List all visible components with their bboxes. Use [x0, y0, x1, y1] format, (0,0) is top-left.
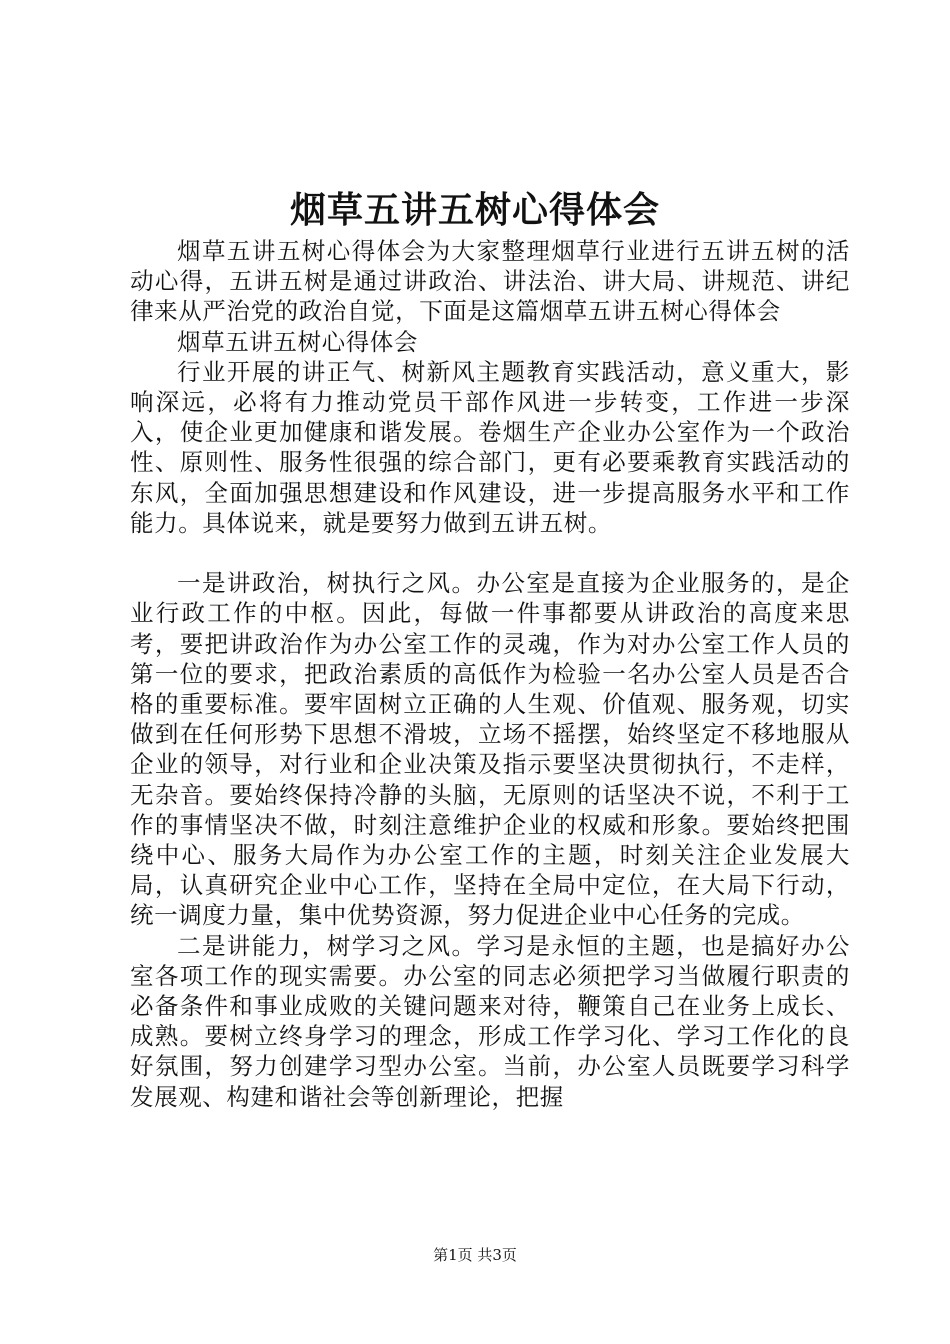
paragraph-ability: 二是讲能力，树学习之风。学习是永恒的主题，也是搞好办公室各项工作的现实需要。办公室的同志必须把学习当做履行职责的必备条件和事业成败的关键问题来对待，鞭策自己在业务上成长、成熟。要树立终身学习的理念，形成工作学习化、学习工作化的良好氛围，努力创建学习型办公室。当前，办公室人员既要学习科学发展观、构建和谐社会等创新理论，把握: [130, 931, 850, 1111]
document-body: [130, 236, 850, 1112]
document-title: 烟草五讲五树心得体会: [289, 189, 660, 231]
paragraph-overview: 行业开展的讲正气、树新风主题教育实践活动，意义重大，影响深远，必将有力推动党员干部作风进一步转变，工作进一步深入，使企业更加健康和谐发展。卷烟生产企业办公室作为一个政治性、原则性、服务性很强的综合部门，更有必要乘教育实践活动的东风，全面加强思想建设和作风建设，进一步提高服务水平和工作能力。具体说来，就是要努力做到五讲五树。: [130, 357, 850, 537]
paragraph-politics: 一是讲政治，树执行之风。办公室是直接为企业服务的，是企业行政工作的中枢。因此，每做一件事都要从讲政治的高度来思考，要把讲政治作为办公室工作的灵魂，作为对办公室工作人员的第一位的要求，把政治素质的高低作为检验一名办公室人员是否合格的重要标准。要牢固树立正确的人生观、价值观、服务观，切实做到在任何形势下思想不滑坡，立场不摇摆，始终坚定不移地服从企业的领导，对行业和企业决策及指示要坚决贯彻执行，不走样，无杂音。要始终保持冷静的头脑，无原则的话坚决不说，不利于工作的事情坚决不做，时刻注意维护企业的权威和形象。要始终把围绕中心、服务大局作为办公室工作的主题，时刻关注企业发展大局，认真研究企业中心工作，坚持在全局中定位，在大局下行动，统一调度力量，集中优势资源，努力促进企业中心任务的完成。: [130, 569, 850, 930]
page-footer: 第1页 共3页: [433, 1246, 517, 1264]
paragraph-subtitle: 烟草五讲五树心得体会: [177, 327, 418, 356]
paragraph-intro: 烟草五讲五树心得体会为大家整理烟草行业进行五讲五树的活动心得，五讲五树是通过讲政治、讲法治、讲大局、讲规范、讲纪律来从严治党的政治自觉，下面是这篇烟草五讲五树心得体会: [130, 237, 850, 326]
